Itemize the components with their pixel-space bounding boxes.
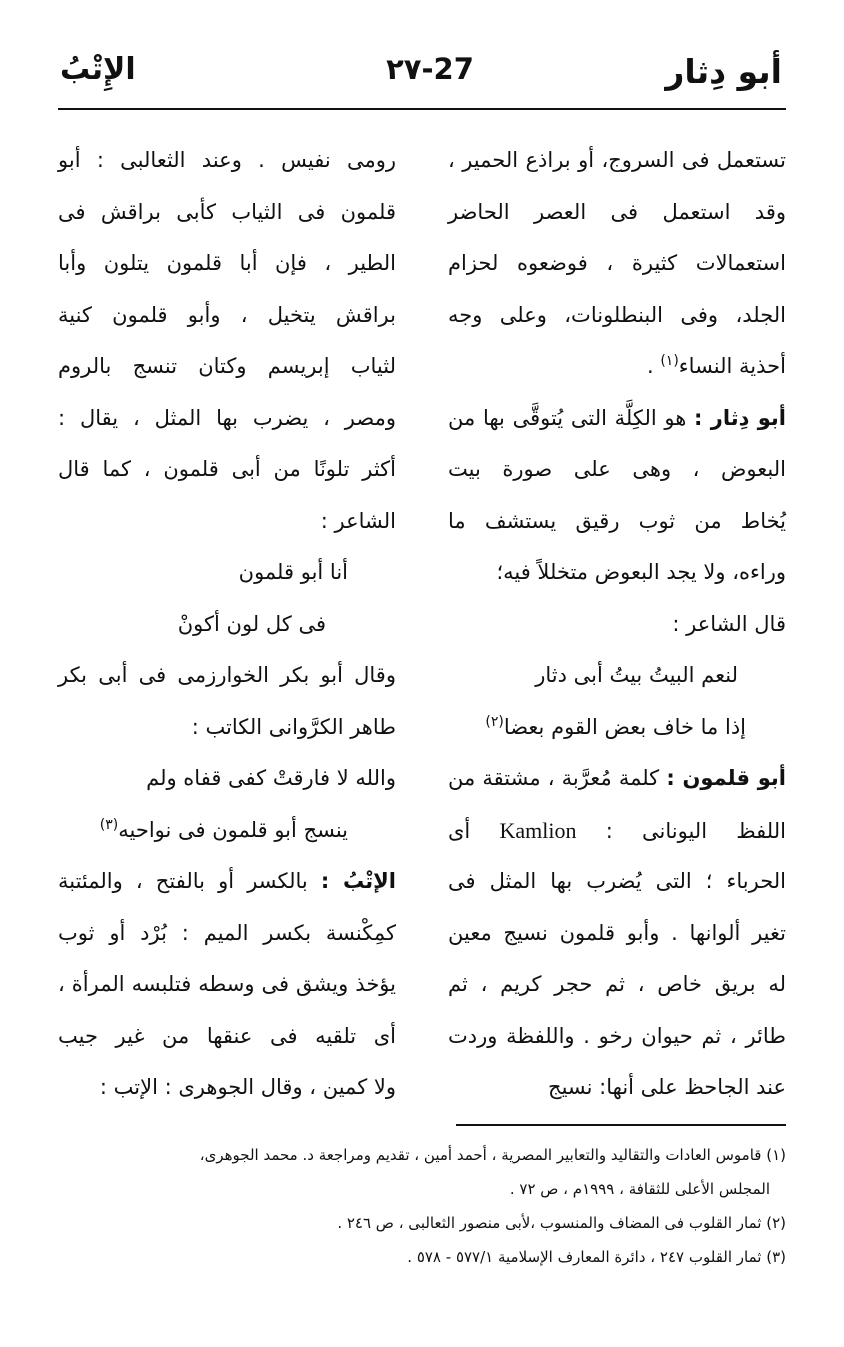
text-line <box>58 1011 396 1063</box>
line-text: كلمة مُعرَّبة ، مشتقة من <box>448 766 667 790</box>
text-line <box>448 753 786 805</box>
line-text: البعوض ، وهى على صورة بيت <box>448 457 786 481</box>
line-text: لثياب إبريسم وكتان تنسج بالروم <box>58 354 396 378</box>
line-text: ولا كمين ، وقال الجوهرى : الإتب : <box>99 1075 396 1099</box>
footnote-line: (٣) ثمار القلوب ٢٤٧ ، دائرة المعارف الإسلامية ٥٧٧/١ - ٥٧٨ . <box>407 1248 786 1266</box>
line-text: تستعمل فى السروج، أو براذع الحمير ، <box>448 148 786 172</box>
text-line <box>58 444 396 496</box>
text-line <box>448 238 786 290</box>
text-line <box>448 856 786 908</box>
footnote-line: المجلس الأعلى للثقافة ، ١٩٩٩م ، ص ٧٢ . <box>509 1180 770 1198</box>
line-text: رومى نفيس . وعند الثعالبى : أبو <box>58 148 396 172</box>
line-text: يؤخذ ويشق فى وسطه فتلبسه المرأة ، <box>58 972 396 996</box>
line-text: إذا ما خاف بعض القوم بعضا <box>503 714 746 739</box>
footnote-rule <box>456 1124 786 1126</box>
line-text: أى تلقيه فى عنقها من غير جيب <box>58 1023 396 1048</box>
latin-word: Kamlion <box>499 817 577 843</box>
text-line <box>448 444 786 496</box>
line-text: يُخاط من ثوب رقيق يستشف ما <box>448 508 786 533</box>
text-line <box>448 290 786 342</box>
line-text: قلمون فى الثياب كأبى براقش فى <box>58 199 396 224</box>
text-line <box>58 290 396 342</box>
footnote-marker: (١) <box>660 353 679 369</box>
left-text-column <box>58 135 396 1114</box>
line-text: طاهر الكرَّوانى الكاتب : <box>191 714 396 739</box>
line-text: عند الجاحظ على أنها: نسيج <box>548 1075 786 1099</box>
line-text: أكثر تلونًا من أبى قلمون ، كما قال <box>58 457 396 481</box>
header-rule <box>58 108 786 110</box>
text-line <box>448 702 786 754</box>
text-line <box>448 908 786 960</box>
footnotes <box>56 1138 786 1274</box>
text-line <box>58 805 396 857</box>
footnote-line: (٢) ثمار القلوب فى المضاف والمنسوب ،لأبى منصور الثعالبى ، ص ٢٤٦ . <box>337 1214 786 1232</box>
line-text: طائر ، ثم حيوان رخو . واللفظة وردت <box>448 1023 786 1048</box>
line-text: ينسج أبو قلمون فى نواحيه <box>118 817 348 842</box>
text-line <box>58 238 396 290</box>
line-text: له بريق خاص ، ثم حجر كريم ، ثم <box>448 972 786 996</box>
footnote-marker: (٣) <box>99 816 119 833</box>
line-text-tail: . <box>646 354 661 378</box>
text-line <box>58 547 396 599</box>
text-line <box>58 856 396 908</box>
running-last-entry: الإِتْبُ <box>60 52 136 87</box>
text-line <box>58 599 396 651</box>
text-line <box>448 1062 786 1114</box>
running-title: أبو دِثار <box>665 52 782 91</box>
line-text: الحرباء ؛ التى يُضرب بها المثل فى <box>448 869 786 893</box>
text-line <box>448 959 786 1011</box>
entry-headword: الإتْبُ : <box>320 869 396 893</box>
line-text: كمِكْنسة بكسر الميم : بُرْد أو ثوب <box>58 920 396 945</box>
line-text: أنا أبو قلمون <box>238 560 348 584</box>
text-line <box>58 187 396 239</box>
text-line <box>448 135 786 187</box>
footnote-line: (١) قاموس العادات والتقاليد والتعابير المصرية ، أحمد أمين ، تقديم ومراجعة د. محمد الجوهرى، <box>199 1146 786 1164</box>
entry-headword: أبو قلمون : <box>666 766 786 790</box>
text-line <box>58 496 396 548</box>
text-line <box>58 341 396 393</box>
line-text: الشاعر : <box>320 508 396 533</box>
text-line <box>448 599 786 651</box>
entry-headword: أبو دِثار : <box>694 405 787 430</box>
text-line <box>58 959 396 1011</box>
text-line <box>448 341 786 393</box>
text-line <box>448 496 786 548</box>
line-text: هو الكِلَّة التى يُتوقَّى بها من <box>448 405 695 430</box>
line-text: فى كل لون أكونْ <box>177 611 326 636</box>
line-text: الطير ، فإن أبا قلمون يتلون وأبا <box>58 251 396 275</box>
line-text: وقال أبو بكر الخوارزمى فى أبى بكر <box>58 663 396 687</box>
line-text-tail: أى <box>448 818 500 843</box>
line-text: أحذية النساء <box>678 354 786 378</box>
line-text: اللفظ اليونانى : <box>576 818 786 843</box>
line-text: تغير ألوانها . وأبو قلمون نسيج معين <box>448 920 786 945</box>
line-text: الجلد، وفى البنطلونات، وعلى وجه <box>448 302 786 327</box>
text-line <box>448 393 786 445</box>
text-line <box>58 753 396 805</box>
text-line <box>58 1062 396 1114</box>
line-text: وراءه، ولا يجد البعوض متخللاً فيه؛ <box>496 560 786 584</box>
text-line <box>448 805 786 857</box>
text-line <box>58 650 396 702</box>
line-text: وقد استعمل فى العصر الحاضر <box>448 199 786 224</box>
line-text: بالكسر أو بالفتح ، والمئتبة <box>58 869 321 893</box>
text-line <box>448 547 786 599</box>
right-text-column <box>448 135 786 1114</box>
line-text: استعمالات كثيرة ، فوضعوه لحزام <box>448 251 786 275</box>
line-text: والله لا فارقتْ كفى قفاه ولم <box>146 766 396 790</box>
text-line <box>58 135 396 187</box>
page-number: ٢٧-27 <box>386 52 474 86</box>
text-line <box>58 702 396 754</box>
line-text: قال الشاعر : <box>672 611 786 636</box>
line-text: ومصر ، يضرب بها المثل ، يقال : <box>58 405 396 430</box>
text-line <box>58 908 396 960</box>
footnote-marker: (٢) <box>485 713 504 730</box>
text-line <box>448 650 786 702</box>
line-text: لنعم البيتُ بيتُ أبى دثار <box>535 663 738 687</box>
text-line <box>58 393 396 445</box>
line-text: براقش يتخيل ، وأبو قلمون كنية <box>58 302 396 327</box>
text-line <box>448 187 786 239</box>
text-line <box>448 1011 786 1063</box>
